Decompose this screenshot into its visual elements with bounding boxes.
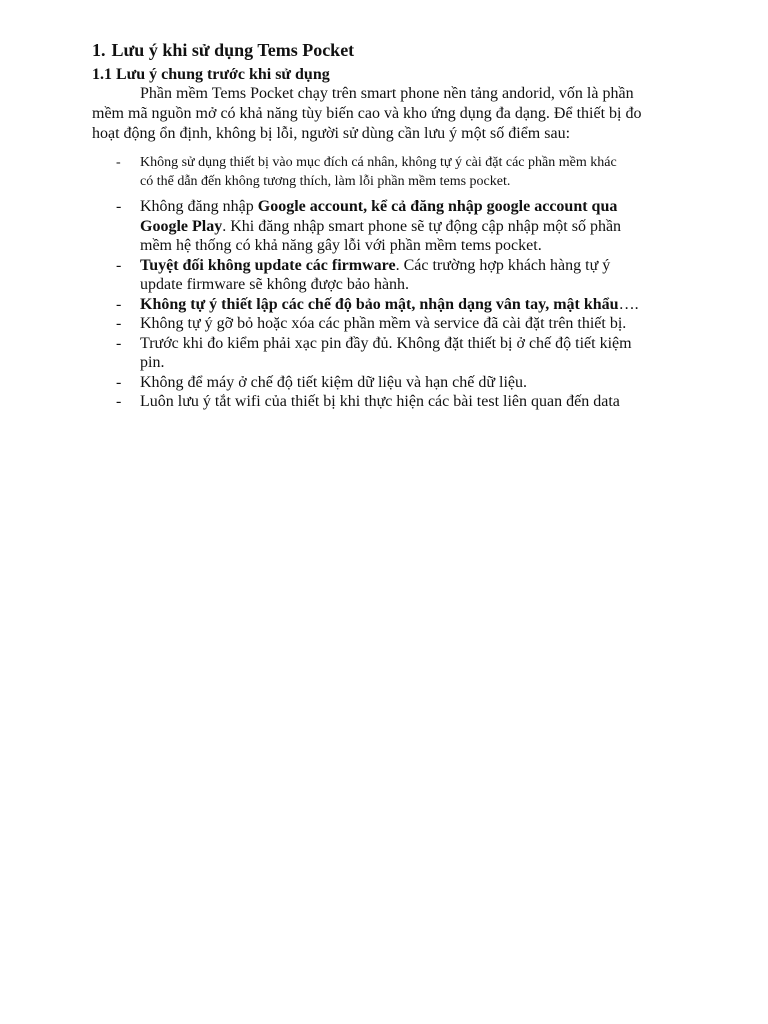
list-item-text: có thể dẫn đến không tương thích, làm lỗi phần mềm tems pocket. — [140, 174, 511, 189]
subsection-heading: 1.1 Lưu ý chung trước khi sử dụng — [92, 66, 330, 83]
list-item-text: Không để máy ở chế độ tiết kiệm dữ liệu và hạn chế dữ liệu. — [140, 373, 528, 391]
bold-text: Google Play — [140, 217, 223, 235]
list-item-text: mềm hệ thống có khả năng gây lỗi với phần mềm tems pocket. — [140, 237, 542, 254]
bold-text: Tuyệt đối không update các firmware — [140, 256, 396, 274]
list-item — [116, 334, 696, 373]
text-run: Không đăng nhập — [140, 198, 258, 215]
text-run: . Các trường hợp khách hàng tự ý — [395, 256, 611, 274]
text-run: …. — [618, 295, 639, 313]
bullet-dash: - — [116, 334, 122, 352]
text-run: . Khi đăng nhập smart phone sẽ tự động cập nhập một số phần — [222, 217, 622, 235]
section-number: 1. — [92, 40, 106, 60]
section-heading — [92, 40, 354, 61]
list-item-text — [140, 256, 696, 276]
list-item — [116, 256, 696, 295]
bold-text: Không tự ý thiết lập các chế độ bảo mật, nhận dạng vân tay, mật khẩu — [140, 295, 619, 313]
bold-text: Google account, kể cả đăng nhập google account qua — [257, 198, 618, 215]
list-item-text: Luôn lưu ý tắt wifi của thiết bị khi thực hiện các bài test liên quan đến data — [140, 393, 620, 410]
list-item — [116, 392, 696, 412]
intro-paragraph — [92, 84, 692, 144]
bullet-dash: - — [116, 315, 122, 332]
list-item-text — [140, 197, 696, 217]
list-item — [116, 295, 696, 315]
bullet-dash: - — [116, 256, 122, 274]
list-item — [116, 197, 696, 256]
section-title: Lưu ý khi sử dụng Tems Pocket — [111, 40, 355, 60]
list-item-text — [140, 295, 696, 315]
intro-line: Phần mềm Tems Pocket chạy trên smart phone nền tảng andorid, vốn là phần — [140, 85, 634, 102]
list-item-text: Không tự ý gỡ bỏ hoặc xóa các phần mềm và service đã cài đặt trên thiết bị. — [140, 315, 627, 332]
list-item — [116, 153, 696, 191]
bullet-dash: - — [116, 393, 122, 410]
list-item-text — [140, 217, 696, 237]
bullet-dash: - — [116, 373, 122, 391]
list-item — [116, 373, 696, 393]
bullet-dash: - — [116, 155, 121, 170]
list-item-text: Trước khi đo kiểm phải xạc pin đầy đủ. Không đặt thiết bị ở chế độ tiết kiệm — [140, 334, 632, 352]
list-item-text: update firmware sẽ không được bảo hành. — [140, 276, 410, 293]
intro-line: hoạt động ổn định, không bị lỗi, người sử dùng cần lưu ý một số điểm sau: — [92, 125, 571, 142]
note-list — [116, 197, 696, 412]
bullet-dash: - — [116, 198, 122, 215]
intro-line: mềm mã nguồn mở có khả năng tùy biến cao và kho ứng dụng đa dạng. Để thiết bị đo — [92, 105, 642, 122]
bullet-dash: - — [116, 295, 122, 313]
list-item — [116, 314, 696, 334]
note-list-small — [116, 153, 696, 191]
list-item-text: Không sử dụng thiết bị vào mục đích cá nhân, không tự ý cài đặt các phần mềm khác — [140, 155, 617, 170]
list-item-text: pin. — [140, 354, 165, 371]
